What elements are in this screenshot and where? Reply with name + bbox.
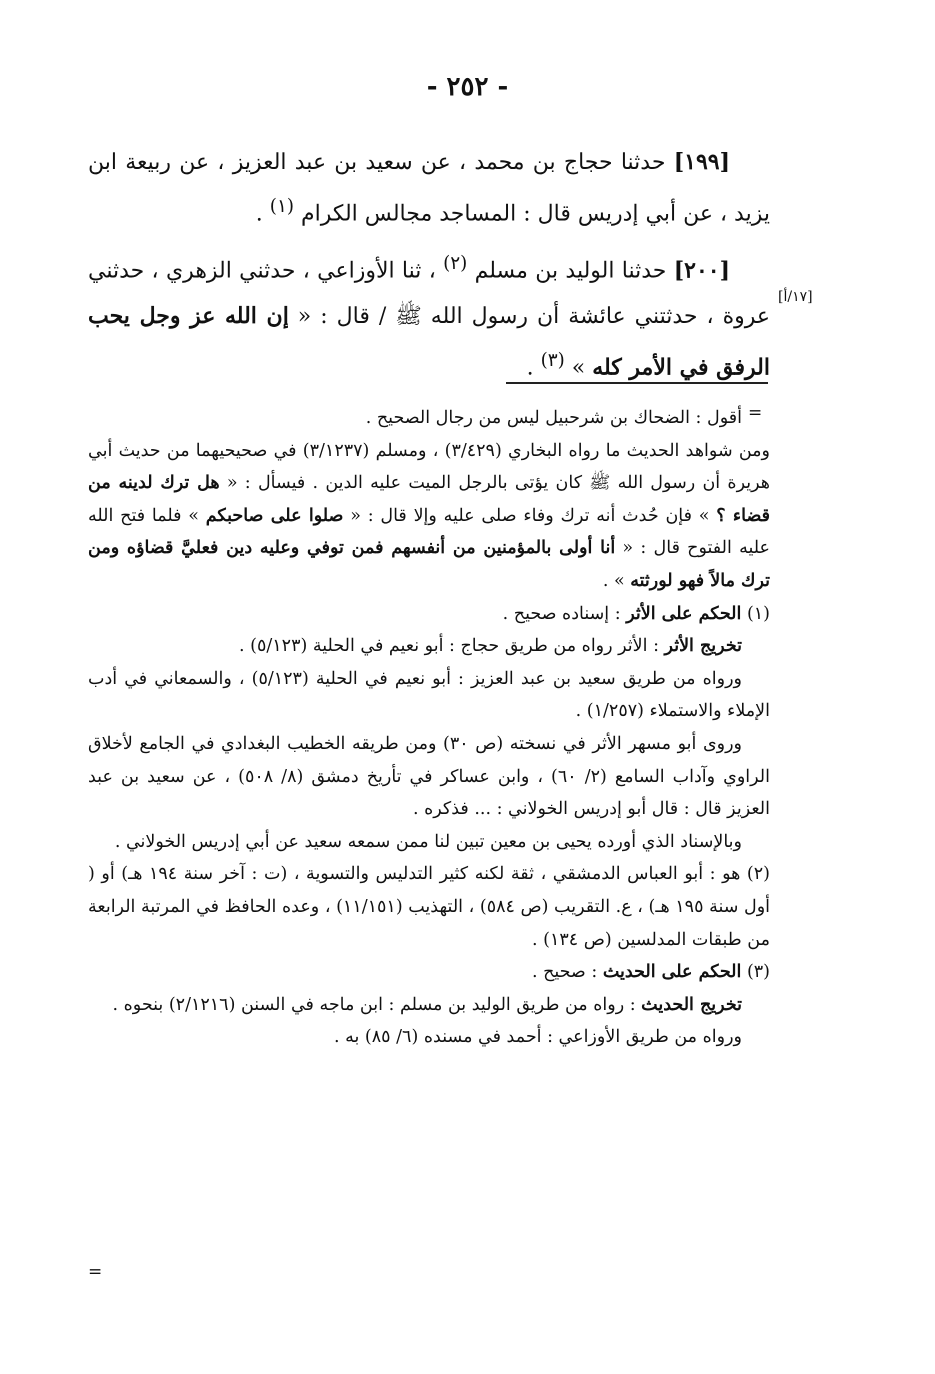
footnote-3: (٣) الحكم على الحديث : صحيح . [531,962,770,983]
footnote-heading: الحكم على الأثر [626,603,742,624]
hadith-199 [88,140,770,236]
footnote-label: (٢) [740,864,770,885]
footnote-separator [506,382,768,384]
footnote-continuation: أقول : الضحاك بن شرحبيل ليس من رجال الصحيح . [365,408,742,428]
footnotes [88,402,770,1054]
footnote-ref: (٣) [540,349,565,371]
hadith-end: . [255,201,270,227]
footnote-1-paragraph: وبالإسناد الذي أورده يحيى بن معين تبين لنا ممن سمعه سعيد عن أبي إدريس الخولاني . [114,831,742,852]
quoted-hadith: صلوا على صاحبكم [205,505,344,526]
margin-folio-reference: [١٧/أ] [778,289,813,305]
footnote-1: (١) الحكم على الأثر : إسناده صحيح . [502,603,770,624]
hadith-matn: إن الله عز وجل يحب الرفق في الأمر كله [88,302,770,380]
hadith-text: حدثنا الوليد بن مسلم [467,258,674,284]
hadith-number: [٢٠٠] [673,257,730,284]
main-text [88,140,770,396]
hadith-text: ، ثنا الأوزاعي ، حدثني الزهري ، حدثني عروة ، حدثتني عائشة أن رسول الله ﷺ / قال : « [88,258,770,329]
quoted-hadith: أنا أولى بالمؤمنين من أنفسهم فمن توفي وعليه دين فعليَّ قضاؤه ومن ترك مالاً فهو لورثته [88,538,770,591]
footnote-ref: (٢) [443,253,468,275]
footnote-heading: الحكم على الحديث [602,962,742,983]
footnote-1-takhrij: تخريج الأثر : الأثر رواه من طريق حجاج : أبو نعيم في الحلية (٥/١٢٣) . [239,636,742,657]
continuation-mark-bottom: = [88,1262,103,1282]
page-number: - ٢٥٢ - [426,72,509,102]
hadith-number: [١٩٩] [673,149,730,175]
hadith-end: . [526,354,541,380]
footnote-label: (١) [741,603,770,624]
footnote-heading: تخريج الأثر [664,636,742,657]
footnote-heading: تخريج الحديث [641,994,742,1015]
footnote-3-takhrij: تخريج الحديث : رواه من طريق الوليد بن مسلم : ابن ماجه في السنن (٢/١٢١٦) بنحوه . [112,994,742,1015]
quoted-hadith: هل ترك لدينه من قضاء ؟ [88,473,770,526]
footnote-continuation: ومن شواهد الحديث ما رواه البخاري (٣/٤٢٩) ، ومسلم (٣/١٢٣٧) في صحيحيهما من حديث أبي هريرة أن رسول الله ﷺ كان يؤتى بالرجل الميت عليه الدين . فيسأل : « هل ترك لدينه من قضاء ؟ » فإن حُدث أنه ترك وفاء صلى عليه وإلا قال : « صلوا على صاحبكم » فلما فتح الله عليه الفتوح قال : « أنا أولى بالمؤمنين من أنفسهم فمن توفي وعليه دين فعليَّ قضاؤه ومن ترك مالاً فهو لورثته » . [88,440,771,591]
hadith-text: » [564,354,593,380]
hadith-text: حدثنا حجاج بن محمد ، عن سعيد بن عبد العزيز ، عن ربيعة ابن يزيد ، عن أبي إدريس قال : المساجد مجالس الكرام [88,150,770,227]
footnote-3-paragraph: ورواه من طريق الأوزاعي : أحمد في مسنده (٦/ ٨٥) به . [333,1027,742,1048]
continuation-mark-top: = [748,403,763,423]
footnote-1-paragraph: ورواه من طريق سعيد بن عبد العزيز : أبو نعيم في الحلية (٥/١٢٣) ، والسمعاني في أدب الإملاء والاستملاء (١/٢٥٧) . [88,668,770,722]
footnote-1-paragraph: وروى أبو مسهر الأثر في نسخته (ص ٣٠) ومن طريقه الخطيب البغدادي في الجامع لأخلاق الراوي وآداب السامع (٢/ ٦٠) ، وابن عساكر في تأريخ دمشق (٨/ ٥٠٨) ، عن سعيد بن عبد العزيز قال : قال أبو إدريس الخولاني : ... فذكره . [88,733,770,820]
footnote-label: (٣) [741,962,770,983]
hadith-200 [88,242,770,390]
footnote-ref: (١) [269,196,294,217]
footnote-2: (٢) هو : أبو العباس الدمشقي ، ثقة لكنه كثير التدليس والتسوية ، (ت : آخر سنة ١٩٤ هـ) أو ( أول سنة ١٩٥ هـ) ، ع. التقريب (ص ٥٨٤) ، التهذيب (١١/١٥١) ، وعده الحافظ في المرتبة الرابعة من طبقات المدلسين (ص ١٣٤) . [88,864,771,950]
